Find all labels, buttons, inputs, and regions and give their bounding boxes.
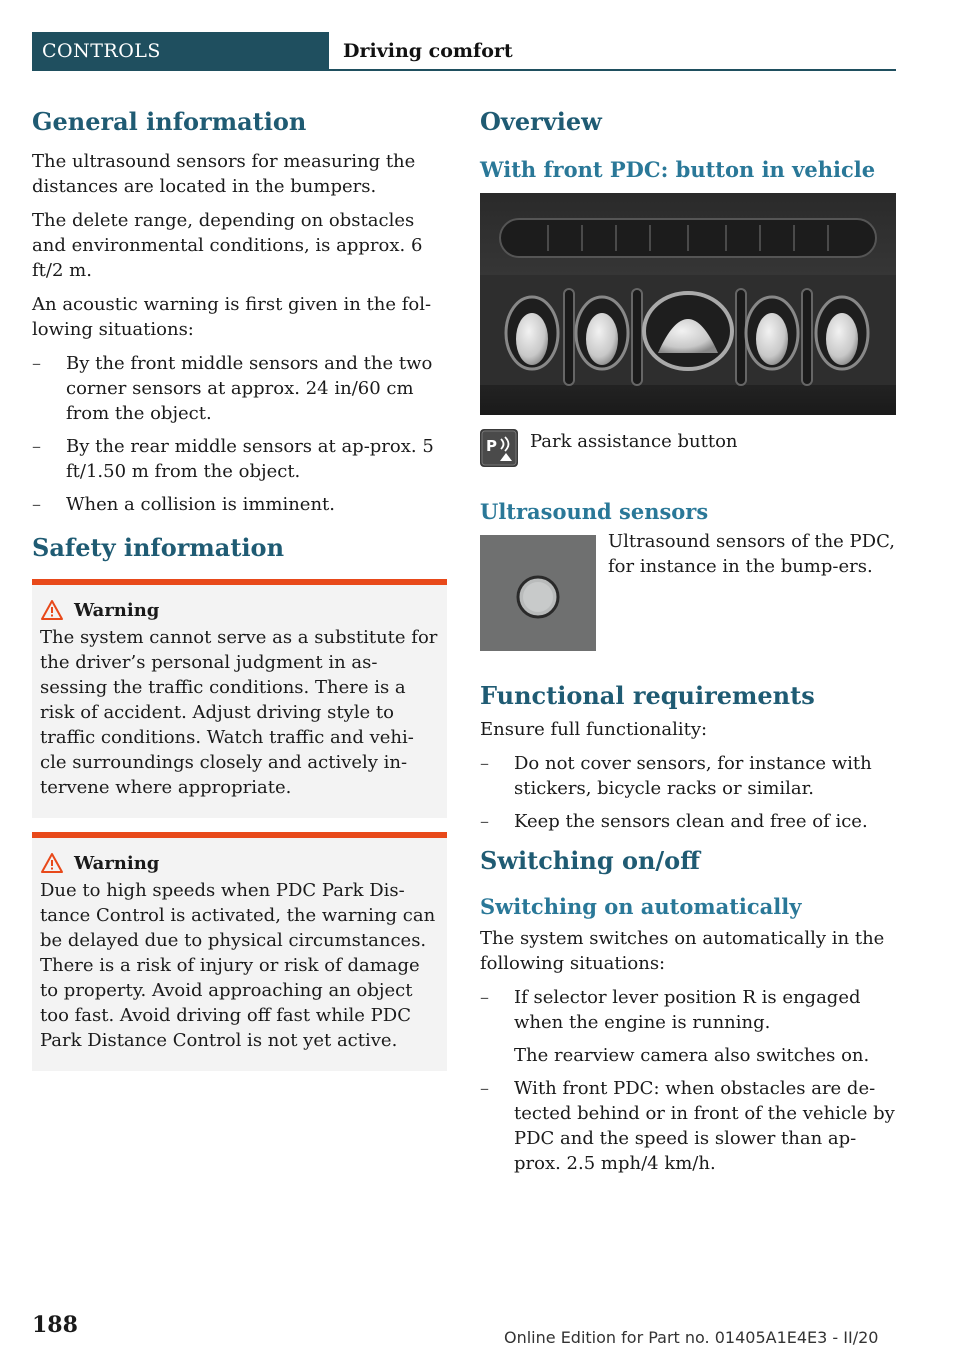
warning-title xyxy=(40,599,439,621)
right-column xyxy=(480,105,896,1186)
switching-heading: Switching on/off xyxy=(480,846,700,875)
page-number: 188 xyxy=(32,1312,78,1338)
safety-information-heading: Safety information xyxy=(32,533,285,562)
header-divider xyxy=(32,69,896,71)
functional-list xyxy=(480,751,896,834)
general-information-heading: General information xyxy=(32,107,307,136)
functional-requirements-heading: Functional requirements xyxy=(480,681,815,710)
ultrasound-caption: Ultrasound sensors of the PDC, for instance in the bump‐ers. xyxy=(608,531,895,577)
general-paragraph-3: An acoustic warning is first given in the fol‐lowing situations: xyxy=(32,294,432,340)
front-pdc-subheading: With front PDC: button in vehicle xyxy=(480,157,876,182)
overview-heading: Overview xyxy=(480,107,602,136)
switching-on-automatically-heading: Switching on automatically xyxy=(480,894,802,919)
list-item-text: If selector lever position R is engaged when the engine is running. xyxy=(514,987,861,1033)
switching-intro: The system switches on automatically in the following situations: xyxy=(480,928,885,974)
list-item: – With front PDC: when obstacles are de‐tected behind or in front of the vehicle by PDC and the speed is slower than ap‐prox. 2.5 mph/4 km/h. xyxy=(480,1076,896,1176)
park-assistance-row xyxy=(480,429,896,467)
list-item: – By the front middle sensors and the two corner sensors at approx. 24 in/60 cm from the object. xyxy=(32,351,447,426)
warning-label: Warning xyxy=(74,852,160,874)
ultrasound-row xyxy=(480,531,896,651)
warning-box xyxy=(32,579,447,818)
page-title: Driving comfort xyxy=(343,40,513,62)
warning-text: Due to high speeds when PDC Park Dis‐tance Control is activated, the warning can be delayed due to physical circumstances. There is a risk of injury or risk of damage to property. Avoid approaching an object too fast. Avoid driving off fast while PDC Park Distance Control is not yet active. xyxy=(40,880,436,1051)
edition-footer: Online Edition for Part no. 01405A1E4E3 - II/20 xyxy=(504,1328,879,1347)
park-assistance-icon xyxy=(480,429,518,467)
ultrasound-sensor-image xyxy=(480,535,596,651)
warning-box xyxy=(32,832,447,1071)
park-assistance-caption: Park assistance button xyxy=(530,431,738,452)
general-paragraph-2: The delete range, depending on obstacles and environmental conditions, is approx. 6 ft/2 m. xyxy=(32,210,423,281)
svg-text:P: P xyxy=(486,437,497,455)
ultrasound-sensors-heading: Ultrasound sensors xyxy=(480,499,709,524)
warning-title xyxy=(40,852,439,874)
list-item: – By the rear middle sensors at ap‐prox. 5 ft/1.50 m from the object. xyxy=(32,434,447,484)
warning-text: The system cannot serve as a substitute for the driver’s personal judgment in as‐sessing the traffic conditions. There is a risk of accident. Adjust driving style to traffic conditions. Watch traffic and vehi‐cle surroundings closely and actively in‐tervene where appropriate. xyxy=(40,627,438,798)
warning-triangle-icon xyxy=(40,852,64,874)
warning-label: Warning xyxy=(74,599,160,621)
list-item xyxy=(480,985,896,1068)
list-item: – Do not cover sensors, for instance with stickers, bicycle racks or similar. xyxy=(480,751,896,801)
functional-intro: Ensure full functionality: xyxy=(480,719,708,740)
list-item: – Keep the sensors clean and free of ice. xyxy=(480,809,896,834)
left-column xyxy=(32,105,447,1085)
switching-list xyxy=(480,985,896,1176)
list-item: – When a collision is imminent. xyxy=(32,492,447,517)
dashboard-switches-photo xyxy=(480,193,896,415)
warning-triangle-icon xyxy=(40,599,64,621)
section-tab: CONTROLS xyxy=(32,32,329,70)
general-paragraph-1: The ultrasound sensors for measuring the distances are located in the bumpers. xyxy=(32,151,416,197)
warning-situations-list xyxy=(32,351,447,517)
list-item-note: The rearview camera also switches on. xyxy=(514,1045,870,1066)
